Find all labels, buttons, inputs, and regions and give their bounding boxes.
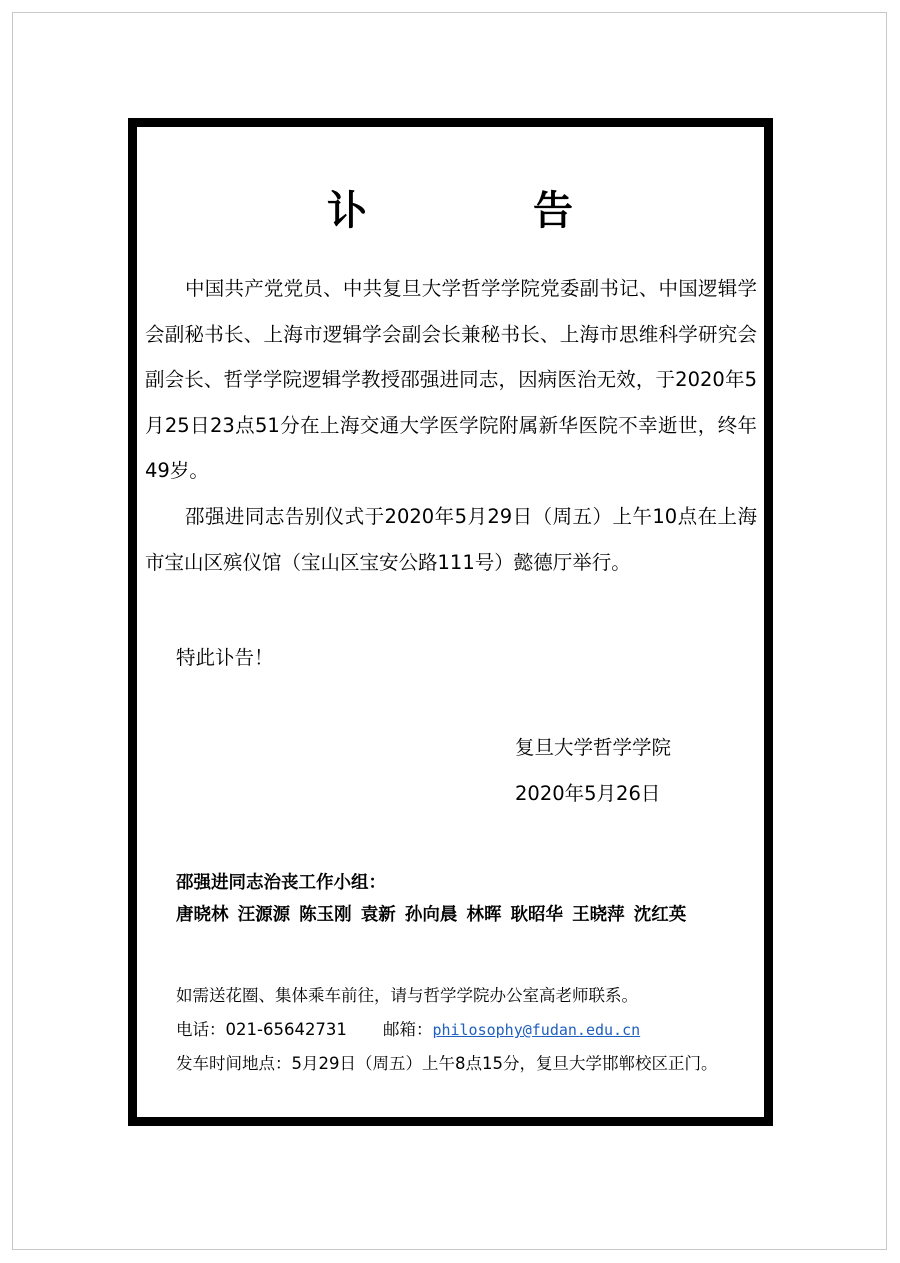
contact-line [176, 1017, 640, 1043]
issuer-signature: 复旦大学哲学学院 [515, 736, 672, 759]
note-contact-info: 如需送花圈、集体乘车前往，请与哲学学院办公室高老师联系。 [176, 986, 638, 1005]
committee-members: 唐晓林 汪源源 陈玉刚 袁新 孙向晨 林晖 耿昭华 王晓萍 沈红英 [176, 905, 687, 925]
email-label: 邮箱： [382, 1020, 433, 1039]
committee-title: 邵强进同志治丧工作小组： [176, 873, 386, 893]
closing-line: 特此讣告！ [176, 646, 274, 669]
body-paragraph-2: 邵强进同志告别仪式于2020年5月29日（周五）上午10点在上海市宝山区殡仪馆（宝山区宝安公路111号）懿德厅举行。 [145, 505, 757, 574]
phone-number: 电话：021-65642731 [176, 1020, 347, 1039]
signature-date: 2020年5月26日 [515, 782, 661, 805]
note-departure-info: 发车时间地点：5月29日（周五）上午8点15分，复旦大学邯郸校区正门。 [176, 1054, 718, 1073]
body-paragraph-1: 中国共产党党员、中共复旦大学哲学学院党委副书记、中国逻辑学会副秘书长、上海市逻辑学会副会长兼秘书长、上海市思维科学研究会副会长、哲学学院逻辑学教授邵强进同志，因病医治无效，于2020年5月25日23点51分在上海交通大学医学院附属新华医院不幸逝世，终年49岁。 [145, 277, 757, 482]
email-link[interactable]: philosophy@fudan.edu.cn [432, 1021, 641, 1039]
obituary-title: 讣 告 [327, 188, 649, 234]
